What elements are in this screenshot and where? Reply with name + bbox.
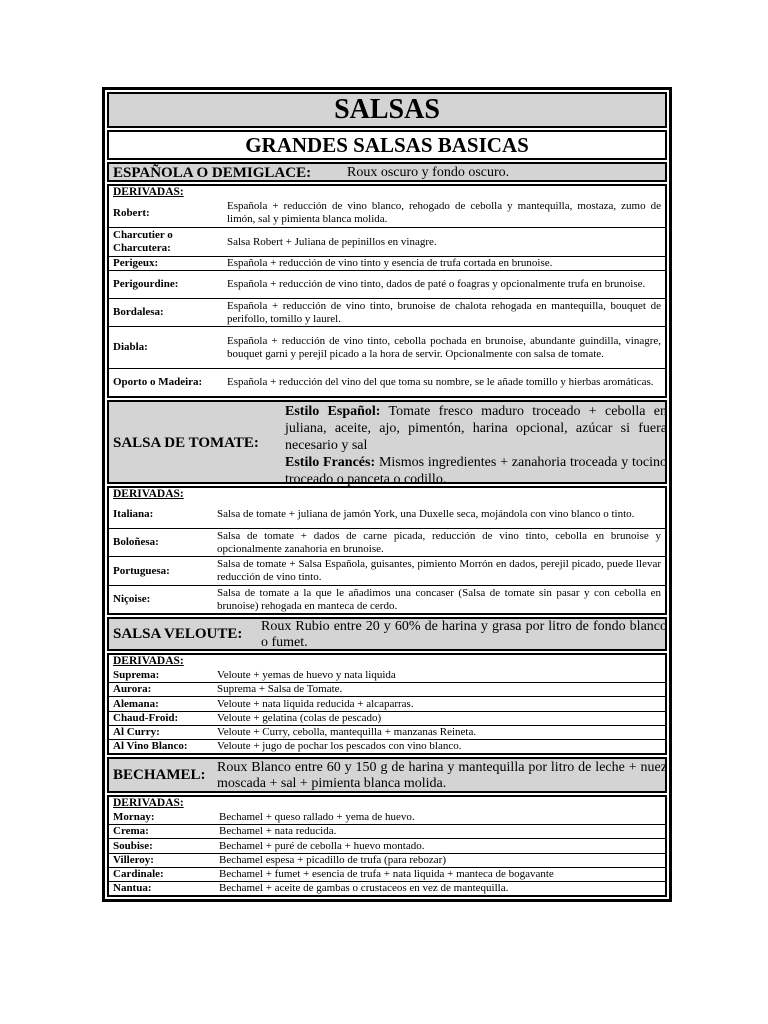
- sauce-name: Italiana:: [113, 508, 154, 520]
- sauce-name: Niçoise:: [113, 593, 151, 605]
- table-row: [109, 256, 665, 270]
- sauce-name: Chaud-Froid:: [113, 712, 179, 724]
- table-row: [109, 368, 665, 396]
- estilo-espanol-label: Estilo Español:: [285, 404, 381, 419]
- sauce-name: Perigourdine:: [113, 278, 179, 290]
- tomate-frances: [285, 454, 667, 488]
- sauce-desc: Veloute + yemas de huevo y nata liquida: [217, 668, 396, 681]
- espanola-desc: Roux oscuro y fondo oscuro.: [347, 165, 510, 180]
- table-row: [109, 585, 665, 613]
- table-row: [109, 199, 665, 227]
- sauce-desc: Bechamel + fumet + esencia de trufa + nata liquida + manteca de bogavante: [219, 868, 554, 880]
- table-row: [109, 528, 665, 556]
- sauce-desc: Española + reducción de vino tinto, cebolla pochada en brunoise, abundante guindilla, vinagre, bouquet garni y perejil picado a la hora de servir. Opcionalmente con salsa de tomate.: [227, 334, 661, 360]
- table-row: [109, 270, 665, 298]
- derivadas-label: DERIVADAS:: [113, 655, 184, 667]
- sauce-desc: Española + reducción de vino tinto, dados de paté o foagras y opcionalmente trufa en brunoise.: [227, 278, 646, 290]
- table-row: [109, 668, 665, 682]
- page-subtitle: GRANDES SALSAS BASICAS: [107, 130, 667, 160]
- espanola-derivadas: [107, 184, 667, 398]
- tomate-styles: [285, 403, 667, 488]
- sauce-desc: Española + reducción de vino tinto y esencia de trufa cortada en brunoise.: [227, 257, 553, 269]
- sauce-name: Crema:: [113, 825, 149, 837]
- estilo-espanol-desc: Tomate fresco maduro troceado + cebolla en juliana, aceite, ajo, pimentón, harina opcional, azúcar si fuera necesario y sal: [285, 404, 667, 453]
- veloute-header: [107, 617, 667, 651]
- sauce-name: Robert:: [113, 206, 150, 219]
- tomate-header: [107, 400, 668, 487]
- sauce-desc: Bechamel + puré de cebolla + huevo montado.: [219, 839, 425, 852]
- salsas-document: [102, 87, 672, 902]
- sauce-desc: Veloute + nata liquida reducida + alcaparras.: [217, 697, 414, 710]
- bechamel-name: BECHAMEL:: [113, 767, 206, 783]
- estilo-frances-desc: Mismos ingredientes + zanahoria troceada y tocino troceado o panceta o codillo.: [285, 455, 668, 487]
- sauce-name: Nantua:: [113, 882, 152, 894]
- tomate-derivadas: [107, 486, 667, 615]
- sauce-desc: Veloute + jugo de pochar los pescados con vino blanco.: [217, 740, 462, 752]
- table-row: [109, 682, 665, 696]
- derivadas-label: DERIVADAS:: [113, 797, 184, 809]
- derivadas-label: DERIVADAS:: [113, 186, 184, 198]
- table-row: [109, 853, 665, 867]
- sauce-name: Suprema:: [113, 668, 160, 681]
- sauce-desc: Bechamel + nata reducida.: [219, 825, 337, 837]
- sauce-name: Alemana:: [113, 697, 159, 710]
- sauce-name: Charcutier o Charcutera:: [113, 229, 173, 254]
- sauce-name: Oporto o Madeira:: [113, 376, 203, 388]
- espanola-header: [107, 162, 667, 182]
- sauce-desc: Salsa de tomate + dados de carne picada, reducción de vino tinto, cebolla en brunoise y opcionalmente zanahoria en brunoise.: [217, 529, 661, 555]
- sauce-name: Al Vino Blanco:: [113, 740, 188, 752]
- sauce-name: Cardinale:: [113, 868, 164, 880]
- sauce-name: Boloñesa:: [113, 536, 159, 548]
- sauce-desc: Bechamel espesa + picadillo de trufa (para rebozar): [219, 854, 447, 866]
- sauce-desc: Bechamel + queso rallado + yema de huevo.: [219, 810, 415, 823]
- sauce-desc: Española + reducción de vino tinto, brunoise de chalota rehogada en mantequilla, bouquet de perifollo, tomillo y laurel.: [227, 299, 661, 325]
- table-row: [109, 810, 665, 824]
- table-row: [109, 725, 665, 739]
- table-row: [109, 867, 665, 881]
- bechamel-header: [107, 757, 667, 793]
- sauce-desc: Salsa de tomate + juliana de jamón York, una Duxelle seca, mojándola con vino blanco o tinto.: [217, 508, 635, 520]
- table-row: [109, 298, 665, 326]
- sauce-name: Diabla:: [113, 341, 148, 353]
- sauce-desc: Salsa de tomate a la que le añadimos una concaser (Salsa de tomate sin pasar y con cebolla en brunoise) rehogada en manteca de cerdo.: [217, 586, 661, 612]
- tomate-name: SALSA DE TOMATE:: [113, 435, 259, 451]
- sauce-name: Perigeux:: [113, 257, 159, 269]
- sauce-desc: Veloute + Curry, cebolla, mantequilla + manzanas Reineta.: [217, 726, 477, 738]
- sauce-name: Aurora:: [113, 683, 152, 695]
- sauce-name: Mornay:: [113, 810, 155, 823]
- derivadas-label: DERIVADAS:: [113, 488, 184, 500]
- bechamel-desc: Roux Blanco entre 60 y 150 g de harina y mantequilla por litro de leche + nuez moscada + sal + pimienta blanca molida.: [217, 760, 667, 791]
- table-row: [109, 696, 665, 711]
- sauce-desc: Salsa Robert + Juliana de pepinillos en vinagre.: [227, 235, 437, 248]
- sauce-name: Soubise:: [113, 839, 153, 852]
- tomate-espanol: [285, 403, 667, 454]
- table-row: [109, 326, 665, 368]
- sauce-name: Al Curry:: [113, 726, 160, 738]
- sauce-name: Villeroy:: [113, 854, 154, 866]
- table-row: [109, 501, 665, 528]
- page-title: SALSAS: [107, 92, 667, 128]
- sauce-desc: Española + reducción del vino del que toma su nombre, se le añade tomillo y hierbas aromáticas.: [227, 376, 654, 388]
- sauce-name: Portuguesa:: [113, 564, 170, 577]
- sauce-name: Bordalesa:: [113, 306, 164, 318]
- sauce-desc: Bechamel + aceite de gambas o crustaceos en vez de mantequilla.: [219, 882, 509, 894]
- sauce-desc: Suprema + Salsa de Tomate.: [217, 683, 343, 695]
- espanola-name: ESPAÑOLA O DEMIGLACE:: [113, 165, 312, 181]
- sauce-desc: Veloute + gelatina (colas de pescado): [217, 712, 382, 724]
- table-row: [109, 739, 665, 753]
- table-row: [109, 824, 665, 838]
- table-row: [109, 711, 665, 725]
- veloute-derivadas: [107, 653, 667, 755]
- table-row: [109, 838, 665, 853]
- estilo-frances-label: Estilo Francés:: [285, 455, 376, 470]
- table-row: [109, 556, 665, 585]
- veloute-name: SALSA VELOUTE:: [113, 626, 243, 642]
- table-row: [109, 227, 665, 256]
- veloute-desc: Roux Rubio entre 20 y 60% de harina y grasa por litro de fondo blanco o fumet.: [261, 619, 667, 650]
- sauce-desc: Española + reducción de vino blanco, rehogado de cebolla y mantequilla, mostaza, zumo de limón, sal y pimienta blanca molida.: [227, 200, 661, 225]
- sauce-desc: Salsa de tomate + Salsa Española, guisantes, pimiento Morrón en dados, perejil picado, puede llevar reducción de vino tinto.: [217, 558, 661, 583]
- table-row: [109, 881, 665, 895]
- bechamel-derivadas: [107, 795, 667, 897]
